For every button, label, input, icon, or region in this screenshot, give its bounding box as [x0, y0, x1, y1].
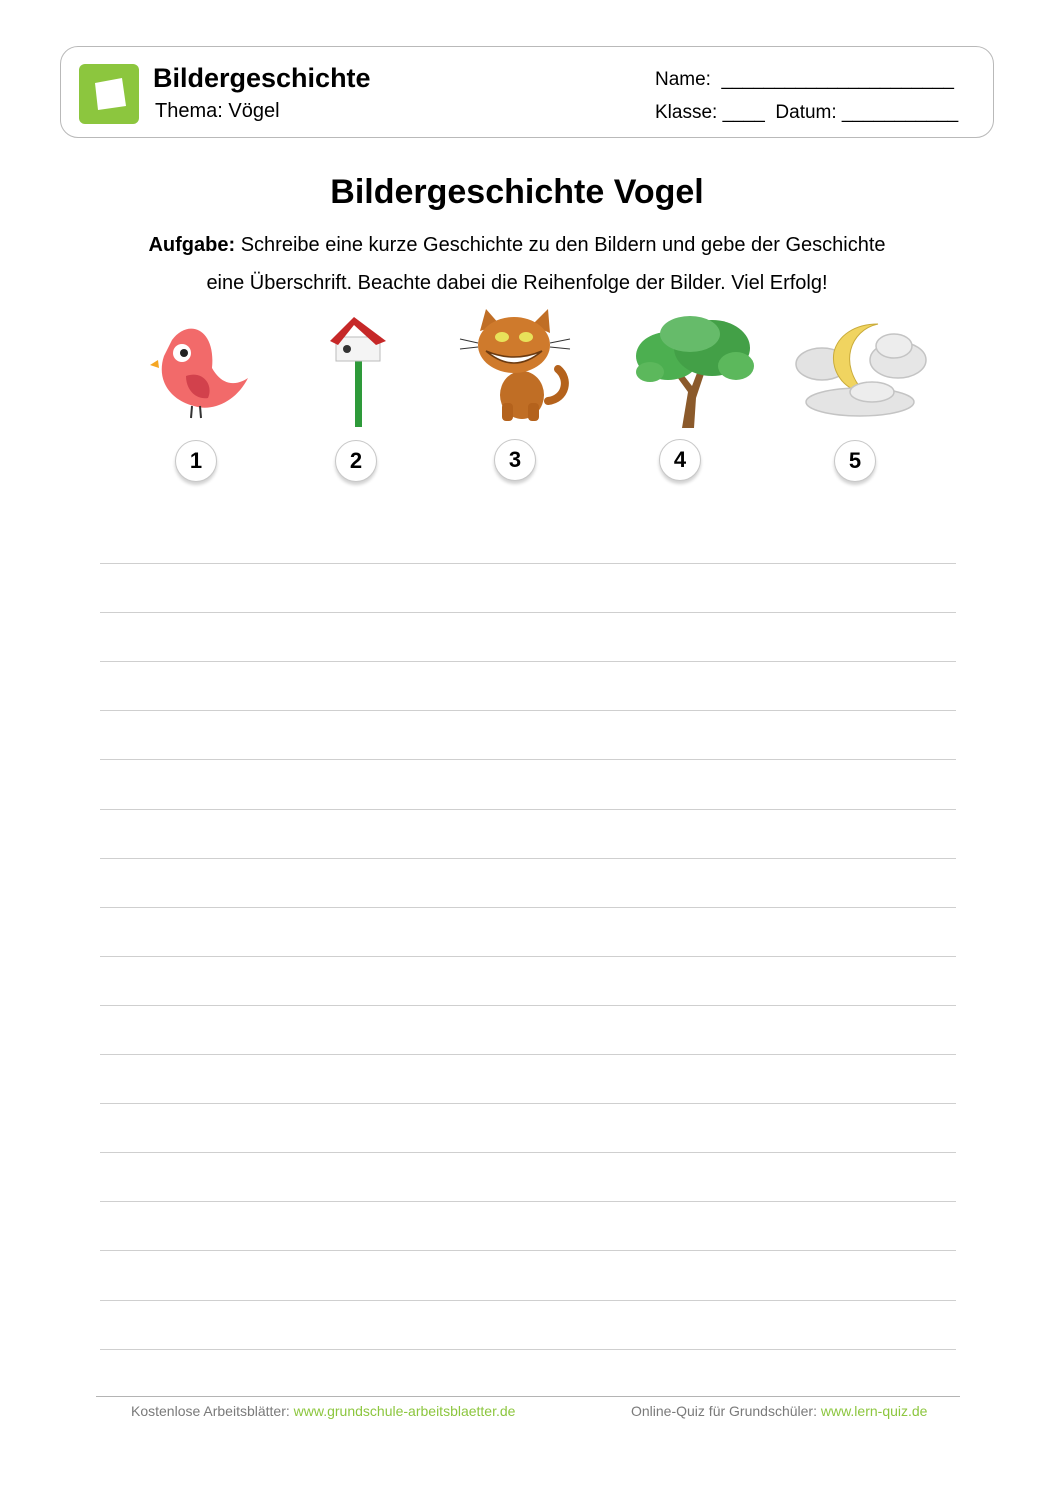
footer-right-label: Online-Quiz für Grundschüler:: [631, 1403, 821, 1419]
logo-icon: [79, 64, 139, 124]
writing-line[interactable]: [100, 1005, 956, 1006]
task-line-1: [0, 234, 1034, 257]
class-date-field[interactable]: Klasse: ____ Datum: ___________: [655, 102, 959, 123]
writing-line[interactable]: [100, 1152, 956, 1153]
bird-icon: [150, 320, 250, 425]
writing-line[interactable]: [100, 809, 956, 810]
picture-number-3: 3: [494, 439, 536, 481]
task-line-2: eine Überschrift. Beachte dabei die Reihenfolge der Bilder. Viel Erfolg!: [206, 272, 828, 294]
moon-clouds-icon: [794, 318, 930, 427]
footer-left-label: Kostenlose Arbeitsblätter:: [131, 1403, 294, 1419]
header-title: Bildergeschichte: [153, 63, 371, 93]
writing-line[interactable]: [100, 759, 956, 760]
picture-number-5: 5: [834, 440, 876, 482]
writing-line[interactable]: [100, 710, 956, 711]
writing-line[interactable]: [100, 1300, 956, 1301]
writing-line[interactable]: [100, 612, 956, 613]
writing-line[interactable]: [100, 1349, 956, 1350]
picture-number-4: 4: [659, 439, 701, 481]
picture-number-1: 1: [175, 440, 217, 482]
writing-line[interactable]: [100, 563, 956, 564]
footer-right-link[interactable]: www.lern-quiz.de: [820, 1403, 928, 1419]
task-label: Aufgabe:: [148, 234, 236, 256]
header-subtitle: Thema: Vögel: [155, 100, 280, 122]
writing-line[interactable]: [100, 907, 956, 908]
footer-left: [131, 1403, 515, 1419]
picture-number-2: 2: [335, 440, 377, 482]
writing-line[interactable]: [100, 1054, 956, 1055]
footer-divider: [96, 1396, 960, 1397]
tree-icon: [632, 314, 756, 435]
footer-right: [631, 1403, 927, 1419]
cat-icon: [458, 305, 574, 428]
writing-line[interactable]: [100, 858, 956, 859]
birdhouse-icon: [326, 315, 390, 434]
footer-left-link[interactable]: www.grundschule-arbeitsblaetter.de: [293, 1403, 516, 1419]
writing-line[interactable]: [100, 661, 956, 662]
writing-line[interactable]: [100, 1250, 956, 1251]
header-box: [60, 46, 994, 138]
writing-line[interactable]: [100, 1201, 956, 1202]
task-text-1: Schreibe eine kurze Geschichte zu den Bildern und gebe der Geschichte: [235, 234, 886, 256]
writing-line[interactable]: [100, 956, 956, 957]
page-title: Bildergeschichte Vogel: [330, 173, 704, 211]
name-field[interactable]: Name: ______________________: [655, 69, 954, 90]
writing-line[interactable]: [100, 1103, 956, 1104]
